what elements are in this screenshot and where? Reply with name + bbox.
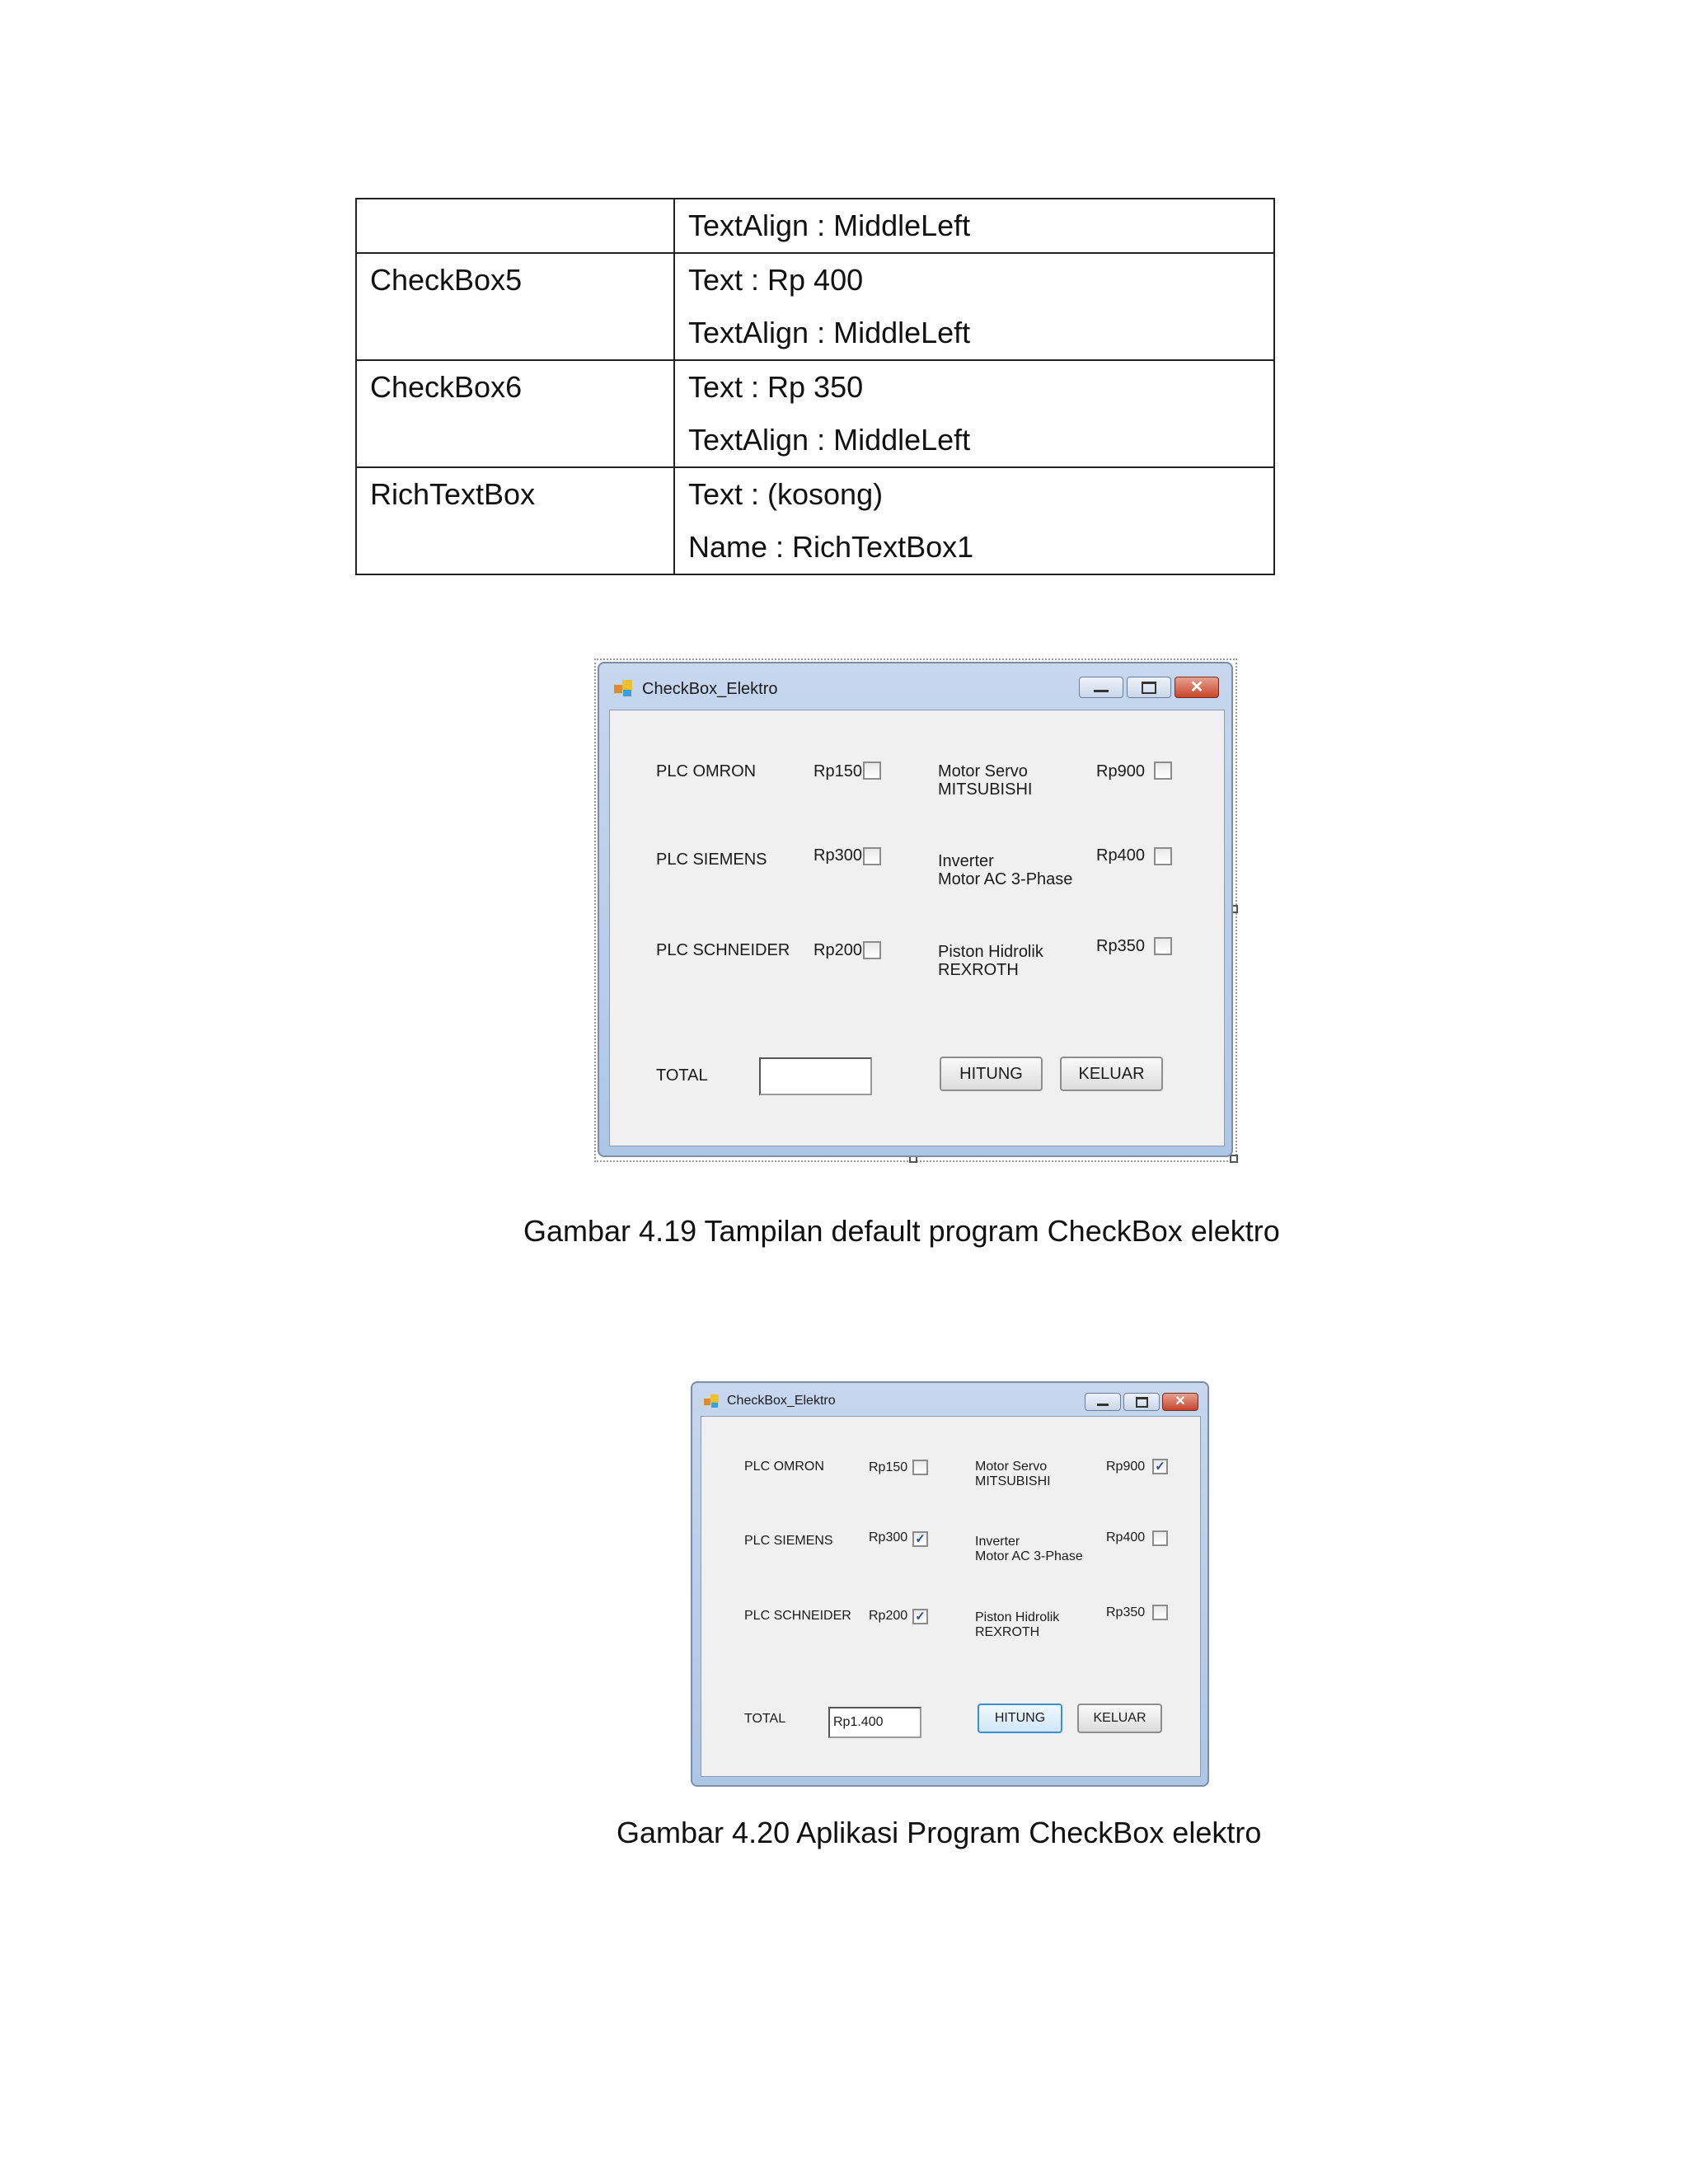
- app-icon: [614, 680, 634, 696]
- property-cell: Text : (kosong) Name : RichTextBox1: [674, 467, 1274, 574]
- price-plc-omron: Rp150: [869, 1460, 908, 1474]
- label-plc-siemens: PLC SIEMENS: [656, 851, 767, 869]
- price-inverter: Rp400: [1096, 846, 1145, 865]
- close-icon: ✕: [1189, 678, 1204, 696]
- checkmark-icon: ✓: [1155, 1460, 1165, 1474]
- label-plc-omron: PLC OMRON: [744, 1460, 824, 1474]
- table-row: [356, 360, 1274, 467]
- close-button[interactable]: [1175, 677, 1219, 698]
- price-plc-schneider: Rp200: [869, 1609, 908, 1623]
- price-plc-schneider: Rp200: [814, 941, 862, 959]
- control-name-cell: CheckBox5: [356, 253, 674, 360]
- price-plc-siemens: Rp300: [814, 846, 862, 865]
- total-textbox[interactable]: [759, 1057, 872, 1095]
- properties-table: [355, 198, 1275, 575]
- checkbox-plc-omron[interactable]: [912, 1460, 928, 1475]
- maximize-icon: [1142, 682, 1156, 694]
- control-name-cell: CheckBox6: [356, 360, 674, 467]
- price-piston: Rp350: [1096, 937, 1145, 955]
- label-total: TOTAL: [656, 1066, 708, 1085]
- price-inverter: Rp400: [1106, 1530, 1146, 1544]
- hitung-button[interactable]: HITUNG: [940, 1057, 1043, 1091]
- minimize-icon: [1097, 1404, 1109, 1406]
- checkbox-piston[interactable]: [1152, 1605, 1168, 1620]
- form-window: [598, 662, 1233, 1157]
- label-plc-schneider: PLC SCHNEIDER: [744, 1609, 851, 1623]
- checkbox-plc-siemens[interactable]: [863, 847, 881, 865]
- maximize-icon: [1136, 1397, 1148, 1408]
- close-icon: ✕: [1175, 1394, 1186, 1408]
- form-client-area: [609, 710, 1225, 1146]
- title-bar: [599, 663, 1231, 713]
- checkbox-plc-siemens[interactable]: [912, 1531, 928, 1547]
- price-piston: Rp350: [1106, 1605, 1146, 1619]
- app-icon: [704, 1394, 720, 1408]
- total-textbox[interactable]: Rp1.400: [828, 1707, 921, 1738]
- checkmark-icon: ✓: [915, 1610, 926, 1624]
- control-name-cell: RichTextBox: [356, 467, 674, 574]
- control-name-cell: [356, 199, 674, 253]
- label-plc-schneider: PLC SCHNEIDER: [656, 941, 790, 959]
- price-motor-servo: Rp900: [1096, 762, 1145, 780]
- table-row: [356, 199, 1274, 253]
- checkbox-piston[interactable]: [1154, 937, 1172, 955]
- property-cell: Text : Rp 350 TextAlign : MiddleLeft: [674, 360, 1274, 467]
- label-total: TOTAL: [744, 1712, 786, 1726]
- checkbox-plc-omron[interactable]: [863, 762, 881, 780]
- label-piston: Piston Hidrolik REXROTH: [975, 1610, 1060, 1639]
- label-inverter: Inverter Motor AC 3-Phase: [938, 852, 1073, 888]
- property-cell: Text : Rp 400 TextAlign : MiddleLeft: [674, 253, 1274, 360]
- label-piston: Piston Hidrolik REXROTH: [938, 943, 1043, 979]
- checkbox-inverter[interactable]: [1152, 1530, 1168, 1546]
- figure-caption: Gambar 4.20 Aplikasi Program CheckBox elektro: [617, 1816, 1262, 1849]
- price-motor-servo: Rp900: [1106, 1460, 1146, 1474]
- hitung-button[interactable]: HITUNG: [978, 1704, 1062, 1733]
- keluar-button[interactable]: KELUAR: [1060, 1057, 1163, 1091]
- maximize-button[interactable]: [1127, 677, 1171, 698]
- form-client-area: [701, 1416, 1201, 1777]
- checkbox-plc-schneider[interactable]: [863, 941, 881, 959]
- resize-handle[interactable]: [1230, 1155, 1238, 1163]
- minimize-button[interactable]: [1085, 1393, 1121, 1411]
- label-motor-servo: Motor Servo MITSUBISHI: [938, 762, 1033, 799]
- checkbox-motor-servo[interactable]: [1154, 762, 1172, 780]
- keluar-button[interactable]: KELUAR: [1077, 1704, 1162, 1733]
- minimize-button[interactable]: [1079, 677, 1123, 698]
- label-plc-omron: PLC OMRON: [656, 762, 757, 780]
- label-inverter: Inverter Motor AC 3-Phase: [975, 1535, 1083, 1563]
- table-row: [356, 467, 1274, 574]
- checkmark-icon: ✓: [915, 1532, 926, 1546]
- checkbox-motor-servo[interactable]: [1152, 1459, 1168, 1474]
- checkbox-inverter[interactable]: [1154, 847, 1172, 865]
- window-title: CheckBox_Elektro: [642, 680, 778, 698]
- title-bar: [692, 1383, 1207, 1418]
- figure-caption: Gambar 4.19 Tampilan default program CheckBox elektro: [523, 1214, 1280, 1248]
- price-plc-omron: Rp150: [814, 762, 862, 780]
- table-row: [356, 253, 1274, 360]
- form-window: [691, 1381, 1209, 1787]
- minimize-icon: [1094, 690, 1109, 692]
- property-cell: TextAlign : MiddleLeft: [674, 199, 1274, 253]
- price-plc-siemens: Rp300: [869, 1530, 908, 1544]
- maximize-button[interactable]: [1123, 1393, 1160, 1411]
- label-plc-siemens: PLC SIEMENS: [744, 1534, 833, 1548]
- close-button[interactable]: [1162, 1393, 1198, 1411]
- label-motor-servo: Motor Servo MITSUBISHI: [975, 1460, 1051, 1488]
- checkbox-plc-schneider[interactable]: [912, 1609, 928, 1624]
- window-title: CheckBox_Elektro: [727, 1394, 836, 1408]
